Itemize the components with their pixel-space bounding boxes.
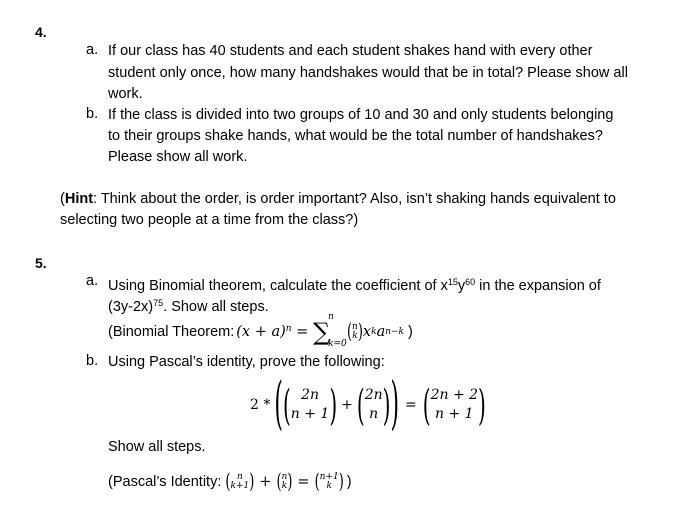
- summation: [312, 312, 347, 350]
- theorem-prefix: (Binomial Theorem:: [108, 324, 235, 340]
- expansion-exponent: 75: [153, 298, 164, 308]
- id-b3-bottom: k: [326, 481, 332, 491]
- pascal-equation: [250, 372, 486, 438]
- sigma-icon: ∑: [312, 318, 331, 346]
- q4b-line-3: Please show all work.: [108, 149, 248, 165]
- theorem-binom: [346, 320, 363, 344]
- outer-lparen: (: [274, 372, 283, 438]
- id-b1-lparen: (: [225, 470, 231, 494]
- rparen: ): [357, 320, 363, 344]
- question-5-number: 5.: [35, 255, 47, 271]
- eq-b3-bottom: n + 1: [435, 406, 474, 422]
- q5b-text: Using Pascal’s identity, prove the following:: [108, 354, 385, 370]
- term-a-exp: n−k: [385, 327, 405, 337]
- b2-rparen: ): [382, 379, 391, 431]
- hint-line-2: selecting two people at a time from the class?): [60, 212, 359, 228]
- id-b3-lparen: (: [314, 470, 320, 494]
- theorem-lhs-exp: n: [285, 324, 292, 334]
- q5a-label: a.: [86, 273, 99, 289]
- q4b-label: b.: [86, 106, 99, 122]
- outer-rparen: ): [390, 372, 400, 438]
- eq-b1-top: 2n: [301, 387, 320, 403]
- b3-lparen: (: [422, 379, 431, 431]
- expansion-base: (3y-2x): [108, 299, 154, 315]
- binom-top: n: [352, 322, 358, 332]
- b1-lparen: (: [282, 379, 291, 431]
- eq-binom-1: [291, 386, 330, 424]
- theorem-lhs-base: (x + a): [236, 324, 286, 340]
- id-binom-1: [230, 473, 249, 491]
- id-b2-top: n: [281, 472, 288, 482]
- eq-equals: =: [405, 397, 417, 413]
- q4a-label: a.: [86, 42, 99, 58]
- term-x-exp: k: [371, 327, 377, 337]
- q5a-text-post: in the expansion of: [475, 278, 601, 294]
- eq-b1-bottom: n + 1: [290, 406, 330, 422]
- q5b-label: b.: [86, 353, 99, 369]
- q4b-line-2: to their groups shake hands, what would be the total number of handshakes?: [108, 128, 603, 144]
- id-equals: =: [297, 474, 310, 490]
- id-b1-rparen: ): [249, 470, 255, 494]
- y-var: y: [457, 278, 466, 294]
- pascal-identity: [108, 466, 352, 498]
- y-exponent: 60: [465, 277, 476, 287]
- x-exponent: 15: [447, 277, 458, 287]
- id-b3-rparen: ): [338, 470, 344, 494]
- lparen: (: [346, 320, 353, 344]
- show-all-steps: Show all steps.: [108, 439, 206, 455]
- eq-b3-top: 2n + 2: [430, 387, 479, 403]
- q5a-text-end: . Show all steps.: [163, 299, 269, 315]
- eq-b2-top: 2n: [364, 387, 383, 403]
- q4a-line-3: work.: [108, 86, 143, 102]
- identity-suffix: ): [346, 474, 352, 490]
- eq-plus: +: [341, 397, 353, 413]
- question-4-number: 4.: [35, 24, 47, 40]
- id-b2-rparen: ): [287, 470, 293, 494]
- eq-factor: 2 *: [250, 397, 271, 413]
- theorem-suffix: ): [404, 324, 413, 340]
- eq-b2-bottom: n: [369, 406, 379, 422]
- binom-bottom: k: [352, 331, 358, 341]
- id-binom-3: [320, 473, 339, 491]
- hint-line-1: [60, 189, 616, 210]
- q4b-line-1: If the class is divided into two groups of 10 and 30 and only students belonging: [108, 107, 614, 123]
- id-b1-top: n: [236, 472, 243, 482]
- theorem-equals: =: [291, 324, 313, 340]
- b3-rparen: ): [478, 379, 486, 431]
- b2-lparen: (: [356, 379, 365, 431]
- term-x: x: [362, 324, 372, 340]
- identity-prefix: (Pascal’s Identity:: [108, 474, 226, 490]
- id-b3-top: n+1: [319, 472, 339, 482]
- sum-upper: n: [327, 312, 334, 322]
- hint-text-1: : Think about the order, is order important? Also, isn’t shaking hands equivalent to: [93, 191, 616, 207]
- q4a-line-2: student only once, how many handshakes would that be in total? Please show all: [108, 65, 628, 81]
- sum-lower: k=0: [327, 339, 347, 349]
- eq-binom-2: [365, 386, 383, 424]
- b1-rparen: ): [329, 379, 338, 431]
- id-b2-lparen: (: [276, 470, 282, 494]
- id-plus: +: [259, 474, 272, 490]
- theorem-lhs: [236, 324, 291, 340]
- term-a: a: [376, 324, 386, 340]
- binomial-theorem: [108, 314, 413, 350]
- id-b1-bottom: k+1: [230, 481, 250, 491]
- eq-binom-3: [431, 386, 478, 424]
- hint-label: Hint: [64, 191, 94, 207]
- q4a-line-1: If our class has 40 students and each student shakes hand with every other: [108, 43, 593, 59]
- q5a-text-pre: Using Binomial theorem, calculate the coefficient of x: [108, 278, 448, 294]
- hint-open-paren: (: [60, 191, 65, 207]
- id-b2-bottom: k: [281, 481, 288, 491]
